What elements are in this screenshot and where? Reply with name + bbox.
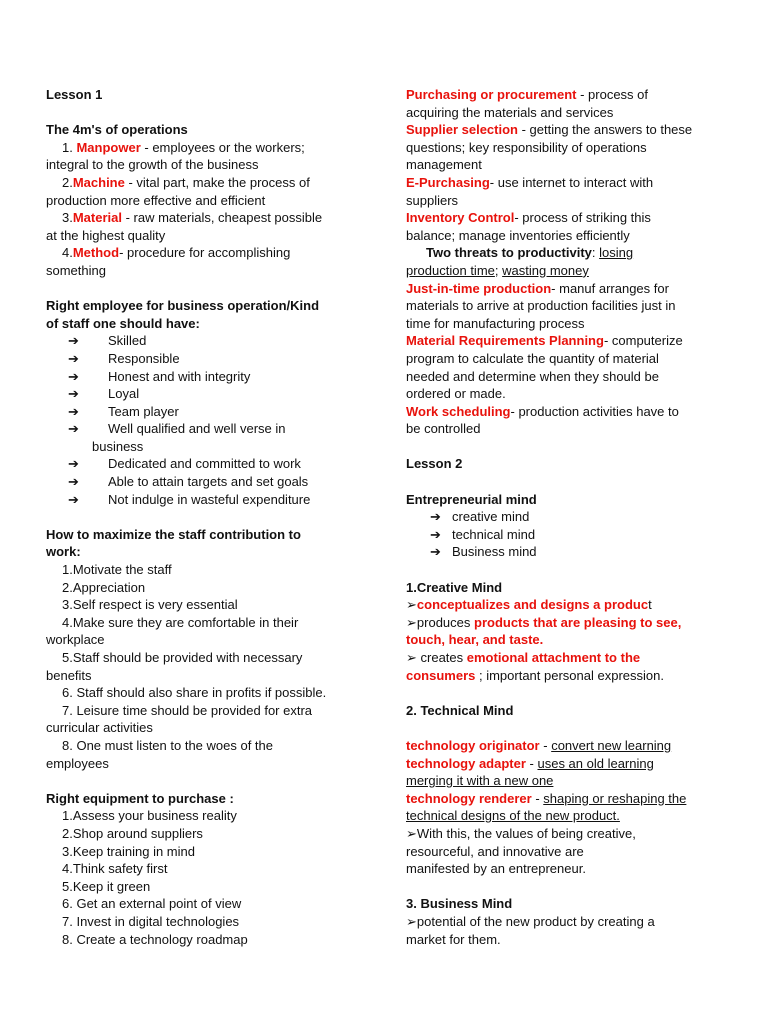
business-text: potential of the new product by creating a <box>416 913 655 929</box>
arrow-icon: ➔ <box>430 509 441 525</box>
quality-label: Not indulge in wasteful expenditure <box>108 491 311 507</box>
maximize-continuation: benefits <box>46 667 92 683</box>
right-employee-heading: Right employee for business operation/Kind <box>46 298 320 314</box>
item-continuation: production more effective and efficient <box>46 192 266 208</box>
tech-adapter-cont <box>406 772 722 790</box>
with-this-text: With this, the values of being creative, <box>416 825 636 841</box>
lesson-2-title: Lesson 2 <box>406 456 463 472</box>
quality-item <box>46 403 346 421</box>
term-machine: Machine <box>72 174 125 190</box>
item-desc: - employees or the workers; <box>140 139 305 155</box>
four-m-item <box>46 174 346 192</box>
chevron-icon: ➢ <box>406 650 417 665</box>
maximize-item: 1.Motivate the staff <box>62 562 172 578</box>
quality-label: Able to attain targets and set goals <box>108 474 309 490</box>
mind-item <box>406 508 722 526</box>
term-just-in-time: Just-in-time production <box>406 280 552 296</box>
maximize-continuation: curricular activities <box>46 720 153 736</box>
term-continuation: questions; key responsibility of operations <box>406 139 647 155</box>
arrow-icon: ➔ <box>68 474 79 490</box>
threat-1: losing <box>599 245 634 261</box>
quality-label: Responsible <box>108 350 180 366</box>
business-mind-heading: 3. Business Mind <box>406 896 513 912</box>
creative-point <box>406 649 722 667</box>
epurchasing-entry <box>406 174 722 192</box>
quality-label: Skilled <box>108 333 147 349</box>
term-supplier-selection: Supplier selection <box>406 122 518 138</box>
threats-line-cont <box>406 262 722 280</box>
maximize-item: 8. One must listen to the woes of the <box>62 737 274 753</box>
maximize-heading-cont: work: <box>46 544 81 560</box>
maximize-item: 6. Staff should also share in profits if possible. <box>62 685 327 701</box>
quality-item <box>46 473 346 491</box>
term-continuation: be controlled <box>406 421 481 437</box>
creative-point-red: touch, hear, and taste. <box>406 632 544 648</box>
with-this-line <box>406 825 722 843</box>
term-sep: - <box>531 790 544 806</box>
term-adapter: technology adapter <box>406 755 526 771</box>
quality-label: Dedicated and committed to work <box>108 456 301 472</box>
maximize-item: 3.Self respect is very essential <box>62 597 238 613</box>
item-desc: - raw materials, cheapest possible <box>121 210 323 226</box>
equipment-item: 3.Keep training in mind <box>62 843 195 859</box>
four-m-item <box>46 139 346 157</box>
four-m-item <box>46 209 346 227</box>
purchasing-entry <box>406 86 722 104</box>
quality-item <box>46 385 346 403</box>
maximize-item: 7. Leisure time should be provided for extra <box>62 702 313 718</box>
term-desc: technical designs of the new product. <box>406 808 620 824</box>
arrow-icon: ➔ <box>68 491 79 507</box>
creative-point-tail: ; important personal expression. <box>475 667 664 683</box>
term-method: Method <box>72 245 120 261</box>
term-desc: - computerize <box>603 333 683 349</box>
four-m-heading: The 4m's of operations <box>46 122 188 138</box>
term-originator: technology originator <box>406 737 540 753</box>
chevron-icon: ➢ <box>406 825 417 841</box>
creative-point-pre: creates <box>416 650 467 665</box>
tech-adapter <box>406 755 722 773</box>
maximize-item: 5.Staff should be provided with necessary <box>62 650 303 665</box>
term-desc: shaping or reshaping the <box>543 790 687 806</box>
mrp-entry <box>406 332 722 350</box>
arrow-icon: ➔ <box>68 386 79 402</box>
item-continuation: at the highest quality <box>46 227 166 243</box>
mind-item <box>406 526 722 544</box>
threat-sep: ; <box>494 262 503 278</box>
maximize-heading: How to maximize the staff contribution to <box>46 526 301 542</box>
creative-point <box>406 596 722 614</box>
term-continuation: needed and determine when they should be <box>406 368 659 384</box>
quality-label: Well qualified and well verse in <box>108 421 286 437</box>
term-desc: convert new learning <box>551 737 672 753</box>
quality-item <box>46 350 346 368</box>
item-number: 2. <box>62 174 73 190</box>
term-sep: - <box>525 755 538 771</box>
quality-label: Team player <box>108 403 179 419</box>
creative-point-tail: t <box>648 597 652 613</box>
term-material: Material <box>72 210 122 226</box>
technical-mind-heading: 2. Technical Mind <box>406 702 514 718</box>
quality-item <box>46 368 346 386</box>
tech-renderer-cont <box>406 807 722 825</box>
term-continuation: ordered or made. <box>406 386 506 402</box>
arrow-icon: ➔ <box>68 403 79 419</box>
term-continuation: suppliers <box>406 192 459 208</box>
equipment-item: 6. Get an external point of view <box>62 896 242 912</box>
creative-point-red: products that are pleasing to see, <box>474 614 682 630</box>
creative-point <box>406 614 722 632</box>
work-scheduling-entry <box>406 403 722 421</box>
creative-point-red: consumers <box>406 667 476 683</box>
term-desc: uses an old learning <box>537 755 654 771</box>
inventory-entry <box>406 209 722 227</box>
arrow-icon: ➔ <box>68 421 79 437</box>
term-desc: - getting the answers to these <box>517 122 693 138</box>
threats-label: Two threats to productivity <box>426 245 592 261</box>
threats-colon: : <box>591 245 600 261</box>
tech-renderer <box>406 790 722 808</box>
quality-item <box>46 420 346 438</box>
threat-1-cont: production time <box>406 262 495 278</box>
arrow-icon: ➔ <box>430 544 441 560</box>
mind-item <box>406 543 722 561</box>
equipment-item: 2.Shop around suppliers <box>62 825 203 841</box>
item-number: 1. <box>62 139 77 155</box>
equipment-item: 4.Think safety first <box>62 861 168 877</box>
equipment-item: 7. Invest in digital technologies <box>62 913 240 929</box>
left-column <box>46 86 346 948</box>
jit-entry <box>406 280 722 298</box>
creative-point-red: conceptualizes and designs a produc <box>416 597 649 613</box>
quality-label: Loyal <box>108 386 140 402</box>
term-desc: merging it with a new one <box>406 773 554 789</box>
threat-2: wasting money <box>502 262 589 278</box>
term-manpower: Manpower <box>76 139 141 155</box>
arrow-icon: ➔ <box>68 456 79 472</box>
item-desc: - procedure for accomplishing <box>119 245 291 261</box>
threats-line <box>406 244 722 262</box>
equipment-item: 5.Keep it green <box>62 878 151 894</box>
creative-point-red: emotional attachment to the <box>466 650 641 665</box>
item-desc: - vital part, make the process of <box>124 174 310 190</box>
term-continuation: balance; manage inventories efficiently <box>406 227 630 243</box>
term-e-purchasing: E-Purchasing <box>406 174 490 190</box>
with-this-cont: manifested by an entrepreneur. <box>406 861 586 877</box>
equipment-item: 1.Assess your business reality <box>62 808 237 824</box>
supplier-entry <box>406 121 722 139</box>
term-inventory-control: Inventory Control <box>406 210 515 226</box>
item-continuation: something <box>46 262 106 278</box>
arrow-icon: ➔ <box>68 368 79 384</box>
quality-continuation: business <box>92 438 144 454</box>
item-number: 4. <box>62 245 73 261</box>
term-desc: - manuf arranges for <box>551 280 669 296</box>
arrow-icon: ➔ <box>68 333 79 349</box>
right-employee-heading-cont: of staff one should have: <box>46 315 200 331</box>
term-sep: - <box>539 737 552 753</box>
term-desc: - use internet to interact with <box>489 174 654 190</box>
creative-point-pre: produces <box>416 614 474 630</box>
entrepreneurial-mind-heading: Entrepreneurial mind <box>406 491 537 507</box>
equipment-item: 8. Create a technology roadmap <box>62 931 248 947</box>
creative-point-cont <box>406 667 722 685</box>
quality-item <box>46 455 346 473</box>
right-column <box>406 86 722 948</box>
quality-item <box>46 332 346 350</box>
business-cont: market for them. <box>406 931 501 947</box>
chevron-icon: ➢ <box>406 614 417 630</box>
maximize-item: 4.Make sure they are comfortable in their <box>62 614 299 630</box>
item-continuation: integral to the growth of the business <box>46 157 259 173</box>
equipment-heading: Right equipment to purchase : <box>46 790 234 806</box>
mind-label: Business mind <box>452 544 537 560</box>
business-point <box>406 913 722 931</box>
mind-label: technical mind <box>452 526 536 542</box>
term-continuation: program to calculate the quantity of material <box>406 350 659 366</box>
lesson-1-title: Lesson 1 <box>46 87 103 102</box>
with-this-cont: resourceful, and innovative are <box>406 843 584 859</box>
creative-mind-heading: 1.Creative Mind <box>406 579 503 595</box>
term-continuation: materials to arrive at production facilities just in <box>406 298 676 314</box>
term-desc: - process of <box>576 87 649 102</box>
creative-point-cont <box>406 631 722 649</box>
maximize-continuation: employees <box>46 755 109 771</box>
term-mrp: Material Requirements Planning <box>406 333 604 349</box>
item-number: 3. <box>62 210 73 226</box>
quality-label: Honest and with integrity <box>108 368 251 384</box>
term-continuation: acquiring the materials and services <box>406 104 614 120</box>
term-continuation: time for manufacturing process <box>406 315 585 331</box>
four-m-item <box>46 244 346 262</box>
term-desc: - process of striking this <box>514 210 651 226</box>
mind-label: creative mind <box>452 509 530 525</box>
quality-item <box>46 491 346 509</box>
term-continuation: management <box>406 157 482 173</box>
term-desc: - production activities have to <box>510 403 679 419</box>
maximize-item: 2.Appreciation <box>62 579 146 595</box>
tech-originator <box>406 737 722 755</box>
arrow-icon: ➔ <box>68 350 79 366</box>
maximize-continuation: workplace <box>46 632 105 648</box>
term-work-scheduling: Work scheduling <box>406 403 511 419</box>
arrow-icon: ➔ <box>430 526 441 542</box>
chevron-icon: ➢ <box>406 913 417 929</box>
term-renderer: technology renderer <box>406 790 532 806</box>
chevron-icon: ➢ <box>406 597 417 613</box>
term-purchasing: Purchasing or procurement <box>406 87 577 102</box>
